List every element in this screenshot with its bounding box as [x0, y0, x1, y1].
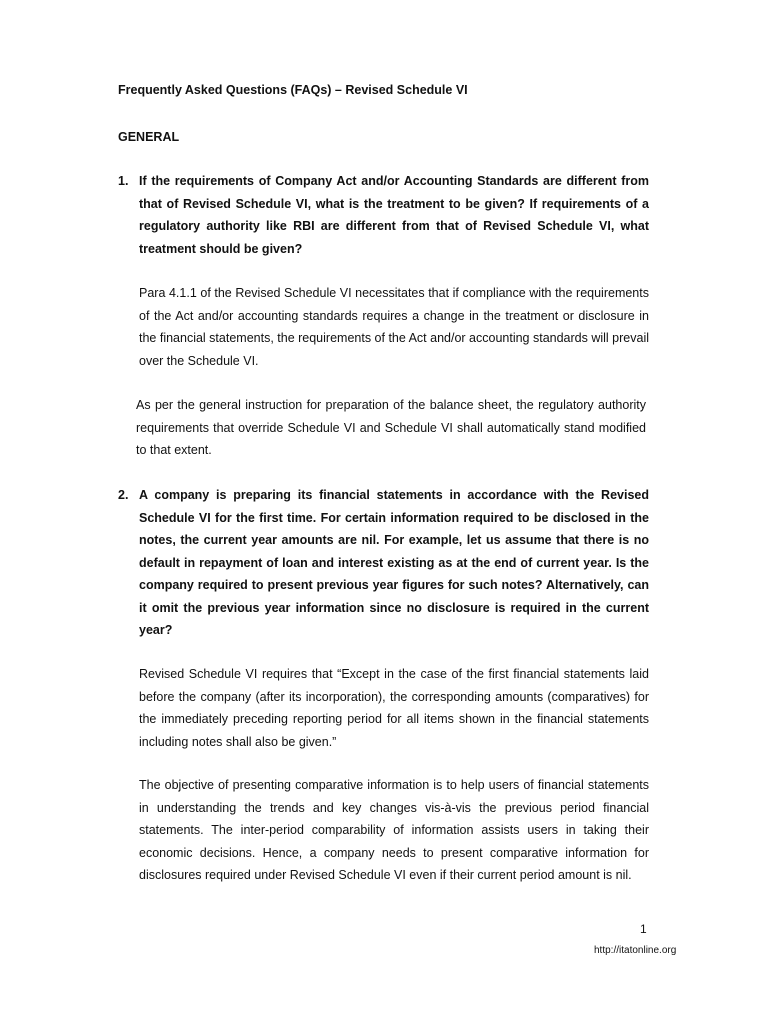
- faq-number: 2.: [118, 488, 129, 502]
- page-number: 1: [640, 922, 647, 936]
- faq-answer-paragraph: Revised Schedule VI requires that “Except in the case of the first financial statements laid before the company (after its incorporation), the corresponding amounts (comparatives) for the immediately preceding reporting period for all items shown in the financial statements including notes shall also be given.”: [139, 667, 649, 749]
- faq-answer-paragraph: Para 4.1.1 of the Revised Schedule VI necessitates that if compliance with the requirements of the Act and/or accounting standards requires a change in the treatment or disclosure in the financial statements, the requirements of the Act and/or accounting standards will prevail over the Schedule VI.: [139, 286, 650, 368]
- faq-answer-paragraph: As per the general instruction for preparation of the balance sheet, the regulatory authority requirements that override Schedule VI and Schedule VI shall automatically stand modified to that extent.: [136, 398, 646, 457]
- footer-url: http://itatonline.org: [594, 945, 677, 956]
- faq-question: If the requirements of Company Act and/or Accounting Standards are different from that of Revised Schedule VI, what is the treatment to be given? If requirements of a regulatory authority like RBI are different from that of Revised Schedule VI, what treatment should be given?: [139, 174, 649, 256]
- faq-number: 1.: [118, 174, 129, 188]
- faq-answer-paragraph: The objective of presenting comparative information is to help users of financial statements in understanding the trends and key changes vis-à-vis the previous period financial statements. The inter-period comparability of information assists users in taking their economic decisions. Hence, a company needs to present comparative information for disclosures required under Revised Schedule VI even if their current period amount is nil.: [139, 778, 649, 882]
- faq-question: A company is preparing its financial statements in accordance with the Revised Schedule VI for the first time. For certain information required to be disclosed in the notes, the current year amounts are nil. For example, let us assume that there is no default in repayment of loan and interest existing as at the end of current year. Is the company required to present previous year figures for such notes? Alternatively, can it omit the previous year information since no disclosure is required in the current year?: [139, 488, 649, 637]
- document-title: Frequently Asked Questions (FAQs) – Revised Schedule VI: [118, 83, 468, 97]
- section-heading: GENERAL: [118, 130, 180, 144]
